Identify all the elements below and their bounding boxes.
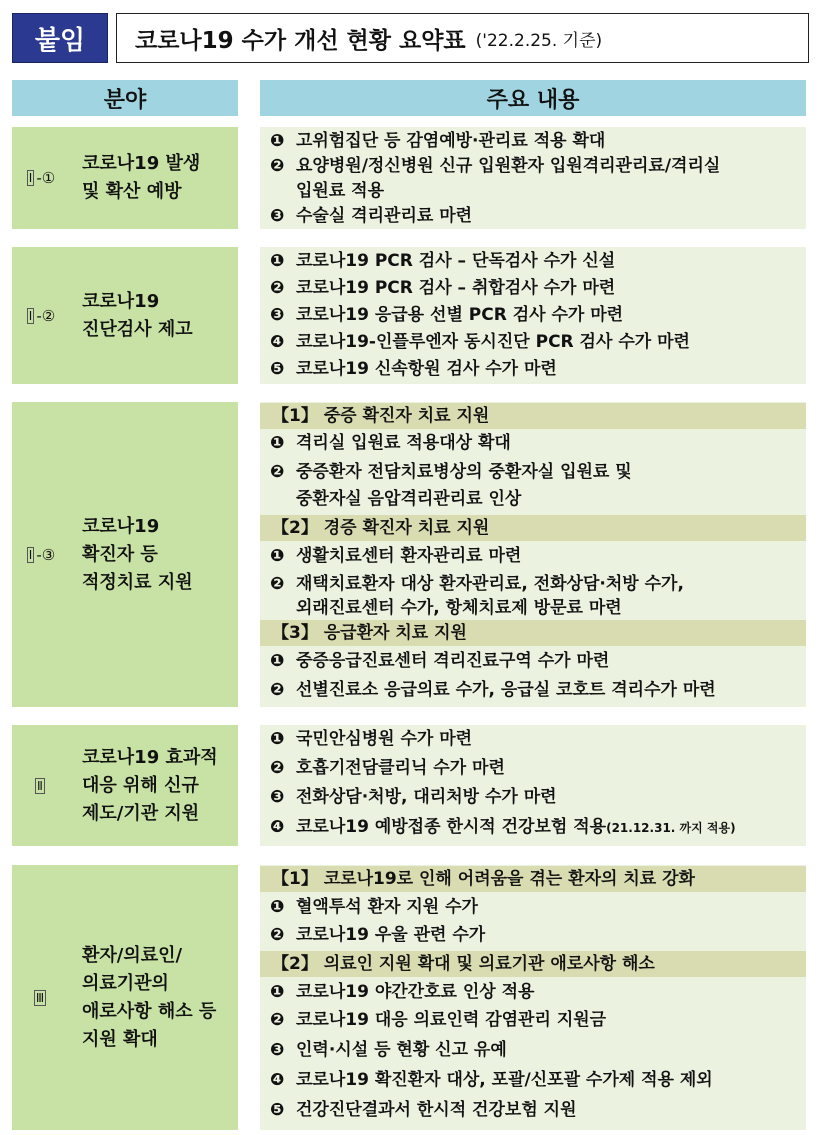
section-area-text <box>82 150 200 206</box>
section-number <box>12 865 70 1130</box>
item-text: 코로나19 PCR 검사 – 취합검사 수가 마련 <box>296 278 616 298</box>
area-line: 애로사항 해소 등 <box>82 1000 217 1022</box>
section-subcode: -② <box>36 306 56 325</box>
section-code: Ⅰ <box>28 547 33 562</box>
content-item <box>260 329 806 355</box>
item-text: 코로나19 신속항원 검사 수가 마련 <box>296 359 557 379</box>
section-area-text <box>82 942 216 1054</box>
item-bullet: ❹ <box>270 817 285 837</box>
area-line: 적정치료 지원 <box>82 571 193 593</box>
item-text: 코로나19 우울 관련 수가 <box>296 925 486 945</box>
page-title <box>116 13 809 63</box>
item-bullet: ❺ <box>270 359 285 379</box>
item-text: 재택치료환자 대상 환자관리료, 전화상담·처방 수가, <box>296 574 684 594</box>
section-area <box>70 865 238 1130</box>
area-line: 확진자 등 <box>82 543 158 565</box>
item-bullet: ❶ <box>270 897 285 917</box>
title-text: 코로나19 수가 개선 현황 요약표 <box>135 27 466 54</box>
item-bullet: ❶ <box>270 546 285 566</box>
item-text: 입원료 적용 <box>296 181 385 201</box>
item-text: 인력·시설 등 현황 신고 유예 <box>296 1040 507 1060</box>
item-bullet: ❶ <box>270 131 285 151</box>
content-item <box>260 203 806 229</box>
item-text: 선별진료소 응급의료 수가, 응급실 코호트 격리수가 마련 <box>296 680 716 700</box>
item-text: 수술실 격리관리료 마련 <box>296 206 473 226</box>
section-area-text <box>82 744 218 828</box>
attachment-badge: 붙임 <box>12 13 108 63</box>
section-code: Ⅰ <box>28 171 33 185</box>
area-line: 지원 확대 <box>82 1028 158 1050</box>
content-item <box>260 128 806 154</box>
item-bullet: ❹ <box>270 1070 285 1090</box>
item-bullet: ❶ <box>270 729 285 749</box>
content-item <box>260 459 806 485</box>
area-line: 및 확산 예방 <box>82 181 182 202</box>
section-area-text <box>82 288 193 344</box>
item-bullet: ❷ <box>270 680 285 700</box>
item-text: 코로나19-인플루엔자 동시진단 PCR 검사 수가 마련 <box>296 332 690 352</box>
item-bullet: ❷ <box>270 1010 285 1030</box>
subsection-header: 【2】 경증 확진자 치료 지원 <box>260 515 806 541</box>
content-item <box>260 677 806 703</box>
section-number <box>12 402 70 707</box>
content-item <box>260 894 806 920</box>
item-note: (21.12.31. 까지 적용) <box>606 821 736 835</box>
area-line: 코로나19 효과적 <box>82 746 218 768</box>
area-line: 코로나19 발생 <box>82 153 201 174</box>
content-item <box>260 595 806 621</box>
item-bullet: ❺ <box>270 1100 285 1120</box>
item-bullet: ❷ <box>270 758 285 778</box>
section-code: Ⅲ <box>35 990 45 1005</box>
item-text: 코로나19 대응 의료인력 감염관리 지원금 <box>296 1010 607 1030</box>
item-text: 코로나19 확진환자 대상, 포괄/신포괄 수가제 적용 제외 <box>296 1070 713 1090</box>
column-header-area: 분야 <box>12 80 238 116</box>
item-bullet: ❷ <box>270 462 285 482</box>
item-text: 국민안심병원 수가 마련 <box>296 729 473 749</box>
content-item <box>260 248 806 274</box>
section-code: Ⅰ <box>28 308 33 323</box>
item-bullet: ❶ <box>270 433 285 453</box>
section-content <box>260 247 806 384</box>
content-item <box>260 1067 806 1093</box>
content-item <box>260 922 806 948</box>
section-number <box>12 725 70 846</box>
item-text: 중환자실 음압격리관리료 인상 <box>296 489 522 509</box>
item-text: 고위험집단 등 감염예방·관리료 적용 확대 <box>296 131 606 151</box>
content-item <box>260 153 806 179</box>
item-bullet: ❸ <box>270 206 285 226</box>
section-number <box>12 127 70 229</box>
content-item <box>260 356 806 382</box>
area-line: 코로나19 <box>82 290 160 312</box>
item-text: 외래진료센터 수가, 항체치료제 방문료 마련 <box>296 598 622 618</box>
item-text: 생활치료센터 환자관리료 마련 <box>296 546 522 566</box>
content-item <box>260 755 806 781</box>
content-item <box>260 178 806 204</box>
area-line: 의료기관의 <box>82 972 169 994</box>
section-area <box>70 127 238 229</box>
item-bullet: ❸ <box>270 787 285 807</box>
section-area <box>70 247 238 384</box>
item-bullet: ❶ <box>270 251 285 271</box>
section-code: Ⅱ <box>37 778 43 793</box>
content-item <box>260 543 806 569</box>
item-text: 코로나19 PCR 검사 – 단독검사 수가 신설 <box>296 251 616 271</box>
item-bullet: ❷ <box>270 925 285 945</box>
area-line: 진단검사 제고 <box>82 318 193 340</box>
item-text: 코로나19 야간간호료 인상 적용 <box>296 982 535 1002</box>
area-line: 대응 위해 신규 <box>82 774 199 796</box>
item-text: 요양병원/정신병원 신규 입원환자 입원격리관리료/격리실 <box>296 156 721 176</box>
area-line: 코로나19 <box>82 515 160 537</box>
section-subcode: -③ <box>36 545 56 564</box>
section-area <box>70 402 238 707</box>
content-item <box>260 814 806 841</box>
item-text: 혈액투석 환자 지원 수가 <box>296 897 478 917</box>
section-area <box>70 725 238 846</box>
content-item <box>260 486 806 512</box>
subsection-header: 【2】 의료인 지원 확대 및 의료기관 애로사항 해소 <box>260 951 806 977</box>
item-text: 코로나19 예방접종 한시적 건강보험 적용 <box>296 817 607 837</box>
item-text: 중증응급진료센터 격리진료구역 수가 마련 <box>296 651 610 671</box>
subsection-header: 【1】 중증 확진자 치료 지원 <box>260 403 806 429</box>
section-content <box>260 865 806 1130</box>
item-text: 격리실 입원료 적용대상 확대 <box>296 433 511 453</box>
item-bullet: ❶ <box>270 982 285 1002</box>
content-item <box>260 1097 806 1123</box>
area-line: 제도/기관 지원 <box>82 802 200 824</box>
item-bullet: ❹ <box>270 332 285 352</box>
section-content <box>260 402 806 707</box>
item-text: 중증환자 전담치료병상의 중환자실 입원료 및 <box>296 462 632 482</box>
content-item <box>260 979 806 1005</box>
content-item <box>260 726 806 752</box>
section-content <box>260 725 806 846</box>
item-bullet: ❸ <box>270 305 285 325</box>
content-item <box>260 648 806 674</box>
subsection-header: 【3】 응급환자 치료 지원 <box>260 620 806 646</box>
item-text: 호흡기전담클리닉 수가 마련 <box>296 758 505 778</box>
area-line: 환자/의료인/ <box>82 944 183 966</box>
section-number <box>12 247 70 384</box>
item-bullet: ❷ <box>270 574 285 594</box>
section-subcode: -① <box>36 169 56 187</box>
item-text: 코로나19 응급용 선별 PCR 검사 수가 마련 <box>296 305 624 325</box>
item-bullet: ❸ <box>270 1040 285 1060</box>
content-item <box>260 1037 806 1063</box>
content-item <box>260 430 806 456</box>
content-item <box>260 1007 806 1033</box>
item-text: 건강진단결과서 한시적 건강보험 지원 <box>296 1100 577 1120</box>
column-header-content: 주요 내용 <box>260 80 806 116</box>
content-item <box>260 571 806 597</box>
item-bullet: ❷ <box>270 278 285 298</box>
item-bullet: ❶ <box>270 651 285 671</box>
subsection-header: 【1】 코로나19로 인해 어려움을 겪는 환자의 치료 강화 <box>260 866 806 892</box>
title-date: ('22.2.25. 기준) <box>475 30 603 51</box>
content-item <box>260 784 806 810</box>
section-area-text <box>82 513 193 597</box>
section-content <box>260 127 806 229</box>
content-item <box>260 302 806 328</box>
item-text: 전화상담·처방, 대리처방 수가 마련 <box>296 787 557 807</box>
item-bullet: ❷ <box>270 156 285 176</box>
content-item <box>260 275 806 301</box>
